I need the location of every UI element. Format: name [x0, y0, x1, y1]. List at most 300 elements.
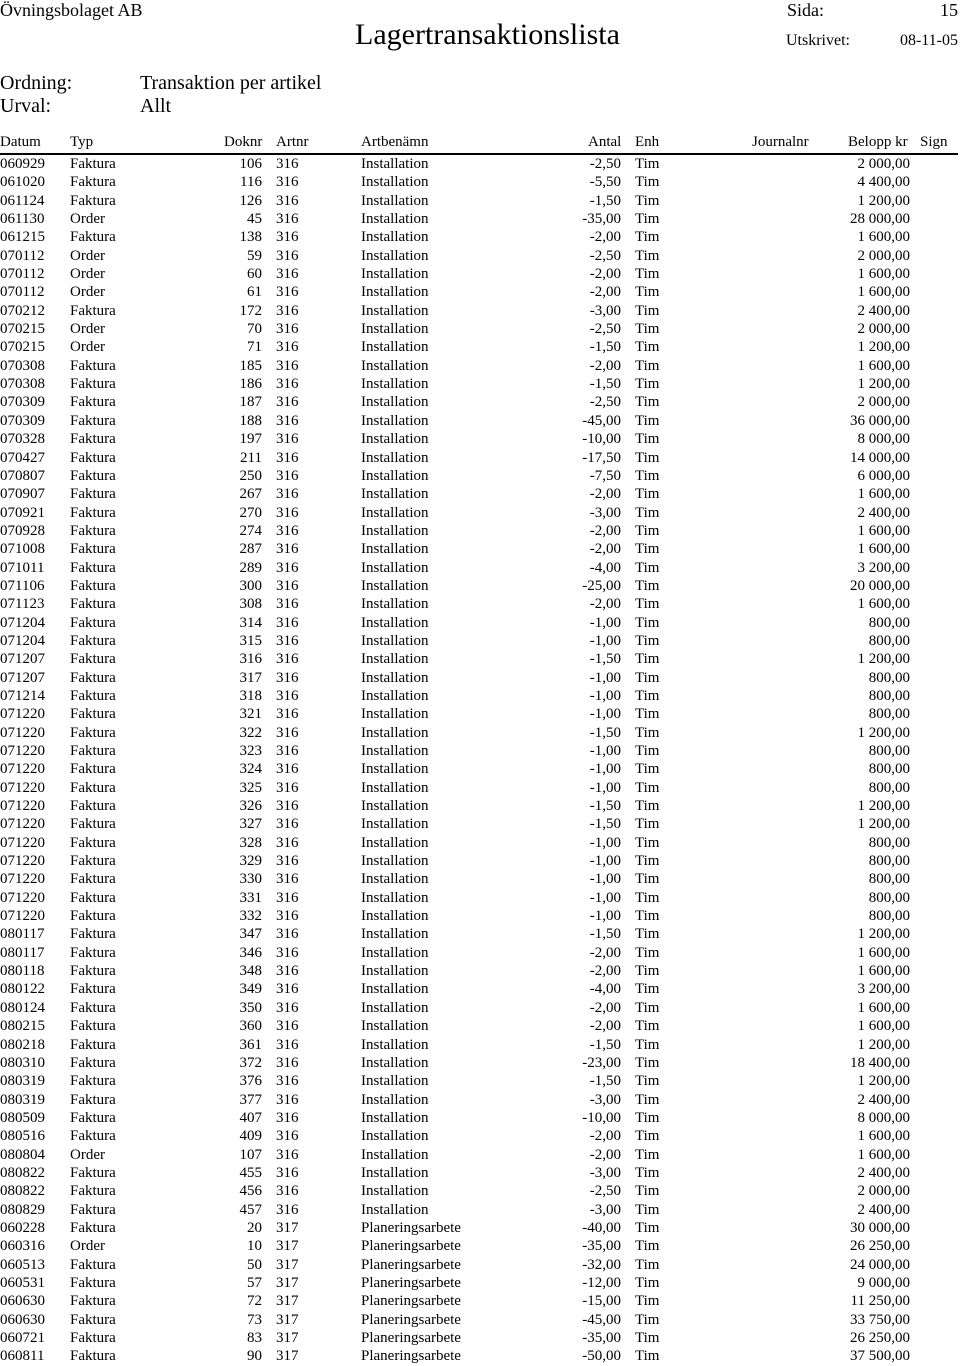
- cell-antal: -2,00: [589, 266, 621, 283]
- cell-enh: Tim: [635, 192, 660, 209]
- table-row: [0, 265, 960, 283]
- cell-datum: 061020: [0, 174, 45, 191]
- cell-artbenamn: Planeringsarbete: [361, 1348, 461, 1365]
- cell-belopp: 6 000,00: [857, 467, 910, 484]
- cell-artbenamn: Installation: [361, 926, 429, 943]
- cell-doknr: 57: [247, 1274, 262, 1291]
- cell-artnr: 316: [276, 504, 299, 521]
- cell-artnr: 316: [276, 522, 299, 539]
- cell-datum: 071214: [0, 687, 45, 704]
- cell-antal: -1,50: [589, 192, 621, 209]
- transaction-table: [0, 155, 960, 1366]
- cell-enh: Tim: [635, 981, 660, 998]
- cell-belopp: 800,00: [868, 743, 910, 759]
- cell-typ: Order: [70, 339, 105, 356]
- cell-artnr: 316: [276, 871, 299, 888]
- cell-artbenamn: Installation: [361, 706, 429, 723]
- cell-belopp: 1 200,00: [857, 798, 910, 815]
- cell-datum: 070215: [0, 339, 45, 356]
- cell-typ: Order: [70, 284, 105, 301]
- cell-datum: 071220: [0, 834, 45, 851]
- cell-datum: 071220: [0, 779, 45, 796]
- cell-doknr: 70: [247, 321, 262, 338]
- cell-artnr: 316: [276, 174, 299, 191]
- cell-belopp: 1 600,00: [857, 229, 910, 246]
- cell-typ: Order: [70, 211, 105, 228]
- cell-typ: Faktura: [70, 908, 116, 925]
- cell-belopp: 800,00: [868, 669, 910, 686]
- cell-datum: 071220: [0, 871, 45, 888]
- cell-doknr: 323: [239, 743, 262, 759]
- cell-datum: 070308: [0, 357, 45, 374]
- cell-enh: Tim: [635, 816, 660, 833]
- cell-artnr: 316: [276, 614, 299, 631]
- header-belopp: Belopp kr: [848, 134, 908, 150]
- cell-antal: -4,00: [589, 981, 621, 998]
- cell-doknr: 348: [239, 963, 262, 980]
- report-title: Lagertransaktionslista: [355, 18, 620, 51]
- cell-enh: Tim: [635, 651, 660, 668]
- table-row: [0, 393, 960, 411]
- cell-artbenamn: Installation: [361, 321, 429, 338]
- cell-antal: -4,00: [589, 559, 621, 576]
- cell-artnr: 316: [276, 1073, 299, 1090]
- cell-artnr: 316: [276, 394, 299, 411]
- cell-artnr: 317: [276, 1293, 299, 1310]
- cell-typ: Faktura: [70, 889, 116, 906]
- cell-antal: -2,00: [589, 963, 621, 980]
- cell-typ: Faktura: [70, 743, 116, 759]
- cell-doknr: 325: [239, 779, 262, 796]
- cell-belopp: 3 200,00: [857, 981, 910, 998]
- cell-typ: Order: [70, 321, 105, 338]
- cell-typ: Faktura: [70, 1348, 116, 1365]
- table-row: [0, 1237, 960, 1255]
- cell-antal: -2,00: [589, 596, 621, 613]
- cell-artbenamn: Installation: [361, 743, 429, 759]
- cell-datum: 071220: [0, 724, 45, 741]
- cell-artnr: 316: [276, 1091, 299, 1108]
- cell-belopp: 1 200,00: [857, 926, 910, 943]
- cell-datum: 071204: [0, 614, 45, 631]
- cell-artnr: 316: [276, 596, 299, 613]
- cell-belopp: 33 750,00: [850, 1311, 910, 1328]
- cell-typ: Faktura: [70, 1073, 116, 1090]
- cell-enh: Tim: [635, 559, 660, 576]
- cell-artnr: 316: [276, 724, 299, 741]
- cell-doknr: 457: [239, 1201, 262, 1218]
- cell-datum: 080218: [0, 1036, 45, 1053]
- cell-enh: Tim: [635, 339, 660, 356]
- cell-doknr: 300: [239, 577, 262, 594]
- cell-enh: Tim: [635, 1146, 660, 1163]
- table-row: [0, 155, 960, 173]
- header-journalnr: Journalnr: [752, 134, 809, 150]
- table-row: [0, 1347, 960, 1365]
- cell-enh: Tim: [635, 1274, 660, 1291]
- cell-artnr: 316: [276, 156, 299, 172]
- cell-datum: 070215: [0, 321, 45, 338]
- cell-antal: -2,00: [589, 284, 621, 301]
- cell-enh: Tim: [635, 229, 660, 246]
- cell-antal: -2,00: [589, 357, 621, 374]
- cell-belopp: 2 000,00: [857, 156, 910, 172]
- cell-typ: Faktura: [70, 1219, 116, 1236]
- cell-artbenamn: Installation: [361, 284, 429, 301]
- cell-artbenamn: Installation: [361, 1091, 429, 1108]
- cell-datum: 080215: [0, 1018, 45, 1035]
- cell-doknr: 211: [240, 449, 262, 466]
- cell-artbenamn: Installation: [361, 871, 429, 888]
- cell-datum: 070112: [0, 284, 45, 301]
- cell-belopp: 800,00: [868, 871, 910, 888]
- cell-antal: -1,00: [589, 853, 621, 870]
- cell-doknr: 185: [239, 357, 262, 374]
- cell-artbenamn: Installation: [361, 247, 429, 264]
- cell-belopp: 1 600,00: [857, 596, 910, 613]
- cell-artnr: 316: [276, 761, 299, 778]
- cell-doknr: 250: [239, 467, 262, 484]
- cell-datum: 080822: [0, 1164, 45, 1181]
- cell-artbenamn: Installation: [361, 632, 429, 649]
- cell-belopp: 14 000,00: [850, 449, 910, 466]
- cell-typ: Faktura: [70, 687, 116, 704]
- cell-typ: Faktura: [70, 1311, 116, 1328]
- ordering-label: Ordning:: [0, 72, 73, 94]
- table-row: [0, 999, 960, 1017]
- cell-artbenamn: Installation: [361, 614, 429, 631]
- table-row: [0, 632, 960, 650]
- cell-belopp: 1 600,00: [857, 284, 910, 301]
- cell-datum: 071220: [0, 706, 45, 723]
- cell-enh: Tim: [635, 522, 660, 539]
- cell-antal: -3,00: [589, 1201, 621, 1218]
- cell-typ: Faktura: [70, 174, 116, 191]
- cell-typ: Faktura: [70, 559, 116, 576]
- cell-enh: Tim: [635, 724, 660, 741]
- cell-antal: -1,50: [589, 926, 621, 943]
- cell-antal: -2,50: [589, 247, 621, 264]
- cell-artnr: 316: [276, 229, 299, 246]
- selection-value: Allt: [140, 95, 172, 117]
- cell-artnr: 316: [276, 669, 299, 686]
- cell-datum: 070308: [0, 376, 45, 393]
- cell-belopp: 20 000,00: [850, 577, 910, 594]
- cell-typ: Faktura: [70, 1330, 116, 1346]
- cell-datum: 080310: [0, 1054, 45, 1071]
- cell-belopp: 30 000,00: [850, 1219, 910, 1236]
- cell-datum: 080829: [0, 1201, 45, 1218]
- cell-antal: -1,50: [589, 339, 621, 356]
- cell-enh: Tim: [635, 156, 660, 172]
- cell-antal: -2,00: [589, 522, 621, 539]
- selection-label: Urval:: [0, 95, 52, 117]
- table-row: [0, 870, 960, 888]
- cell-datum: 071207: [0, 651, 45, 668]
- cell-artbenamn: Planeringsarbete: [361, 1311, 461, 1328]
- cell-artnr: 316: [276, 339, 299, 356]
- cell-datum: 071220: [0, 761, 45, 778]
- cell-enh: Tim: [635, 614, 660, 631]
- cell-artbenamn: Installation: [361, 302, 429, 319]
- cell-belopp: 2 400,00: [857, 302, 910, 319]
- cell-enh: Tim: [635, 1036, 660, 1053]
- cell-artnr: 316: [276, 981, 299, 998]
- cell-artnr: 316: [276, 908, 299, 925]
- cell-belopp: 800,00: [868, 834, 910, 851]
- cell-belopp: 800,00: [868, 632, 910, 649]
- cell-datum: 061215: [0, 229, 45, 246]
- cell-belopp: 24 000,00: [850, 1256, 910, 1273]
- cell-doknr: 72: [247, 1293, 262, 1310]
- cell-doknr: 328: [239, 834, 262, 851]
- cell-enh: Tim: [635, 1201, 660, 1218]
- cell-typ: Faktura: [70, 632, 116, 649]
- cell-antal: -2,00: [589, 999, 621, 1016]
- cell-antal: -1,50: [589, 816, 621, 833]
- cell-typ: Faktura: [70, 376, 116, 393]
- cell-enh: Tim: [635, 1018, 660, 1035]
- cell-belopp: 11 250,00: [850, 1293, 910, 1310]
- cell-artbenamn: Installation: [361, 944, 429, 961]
- cell-artbenamn: Planeringsarbete: [361, 1238, 461, 1255]
- cell-typ: Faktura: [70, 1109, 116, 1126]
- cell-typ: Faktura: [70, 1018, 116, 1035]
- cell-datum: 080117: [0, 944, 45, 961]
- company-name: Övningsbolaget AB: [0, 0, 143, 20]
- table-row: [0, 1072, 960, 1090]
- table-row: [0, 889, 960, 907]
- cell-doknr: 172: [239, 302, 262, 319]
- cell-doknr: 138: [239, 229, 262, 246]
- cell-belopp: 800,00: [868, 614, 910, 631]
- cell-artnr: 316: [276, 247, 299, 264]
- cell-antal: -7,50: [589, 467, 621, 484]
- cell-typ: Faktura: [70, 504, 116, 521]
- cell-belopp: 1 600,00: [857, 1128, 910, 1145]
- cell-antal: -1,00: [589, 706, 621, 723]
- cell-artbenamn: Installation: [361, 541, 429, 558]
- cell-artnr: 316: [276, 431, 299, 448]
- cell-datum: 070907: [0, 486, 45, 503]
- cell-artbenamn: Installation: [361, 724, 429, 741]
- cell-artbenamn: Installation: [361, 376, 429, 393]
- table-row: [0, 338, 960, 356]
- cell-typ: Order: [70, 1238, 105, 1255]
- cell-doknr: 73: [247, 1311, 262, 1328]
- cell-artbenamn: Planeringsarbete: [361, 1330, 461, 1346]
- cell-artnr: 316: [276, 944, 299, 961]
- cell-enh: Tim: [635, 889, 660, 906]
- cell-typ: Faktura: [70, 724, 116, 741]
- cell-enh: Tim: [635, 412, 660, 429]
- cell-artnr: 316: [276, 376, 299, 393]
- table-row: [0, 1054, 960, 1072]
- cell-doknr: 377: [239, 1091, 262, 1108]
- cell-doknr: 331: [239, 889, 262, 906]
- cell-belopp: 2 400,00: [857, 1164, 910, 1181]
- cell-enh: Tim: [635, 577, 660, 594]
- cell-antal: -1,50: [589, 1036, 621, 1053]
- cell-antal: -1,00: [589, 687, 621, 704]
- cell-typ: Order: [70, 266, 105, 283]
- cell-antal: -1,00: [589, 669, 621, 686]
- cell-belopp: 2 000,00: [857, 1183, 910, 1200]
- cell-artnr: 316: [276, 926, 299, 943]
- cell-belopp: 37 500,00: [850, 1348, 910, 1365]
- cell-typ: Faktura: [70, 1036, 116, 1053]
- cell-doknr: 456: [239, 1183, 262, 1200]
- printed-label: Utskrivet:: [786, 32, 850, 49]
- cell-doknr: 318: [239, 687, 262, 704]
- table-row: [0, 210, 960, 228]
- cell-datum: 071220: [0, 816, 45, 833]
- cell-enh: Tim: [635, 1109, 660, 1126]
- cell-datum: 060513: [0, 1256, 45, 1273]
- cell-typ: Faktura: [70, 192, 116, 209]
- cell-enh: Tim: [635, 504, 660, 521]
- cell-typ: Faktura: [70, 541, 116, 558]
- table-row: [0, 522, 960, 540]
- table-row: [0, 760, 960, 778]
- cell-belopp: 36 000,00: [850, 412, 910, 429]
- table-row: [0, 797, 960, 815]
- table-row: [0, 614, 960, 632]
- cell-artbenamn: Installation: [361, 908, 429, 925]
- cell-datum: 070212: [0, 302, 45, 319]
- cell-antal: -2,00: [589, 944, 621, 961]
- table-row: [0, 412, 960, 430]
- table-row: [0, 1036, 960, 1054]
- cell-artbenamn: Planeringsarbete: [361, 1293, 461, 1310]
- cell-enh: Tim: [635, 394, 660, 411]
- cell-artnr: 316: [276, 999, 299, 1016]
- table-row: [0, 1109, 960, 1127]
- cell-antal: -1,00: [589, 779, 621, 796]
- cell-typ: Faktura: [70, 926, 116, 943]
- cell-artbenamn: Installation: [361, 467, 429, 484]
- cell-enh: Tim: [635, 963, 660, 980]
- table-row: [0, 357, 960, 375]
- cell-artnr: 316: [276, 963, 299, 980]
- cell-doknr: 270: [239, 504, 262, 521]
- cell-typ: Faktura: [70, 1164, 116, 1181]
- cell-typ: Faktura: [70, 871, 116, 888]
- cell-doknr: 186: [239, 376, 262, 393]
- cell-datum: 060630: [0, 1293, 45, 1310]
- cell-enh: Tim: [635, 834, 660, 851]
- cell-doknr: 60: [247, 266, 262, 283]
- cell-typ: Faktura: [70, 1183, 116, 1200]
- cell-doknr: 316: [239, 651, 262, 668]
- cell-artbenamn: Installation: [361, 156, 429, 172]
- cell-doknr: 45: [247, 211, 262, 228]
- cell-antal: -3,00: [589, 1091, 621, 1108]
- cell-datum: 080822: [0, 1183, 45, 1200]
- table-row: [0, 1311, 960, 1329]
- cell-artnr: 316: [276, 467, 299, 484]
- cell-antal: -35,00: [582, 1238, 621, 1255]
- cell-antal: -10,00: [582, 1109, 621, 1126]
- column-headers: [0, 134, 960, 154]
- cell-artnr: 316: [276, 1128, 299, 1145]
- cell-artnr: 316: [276, 211, 299, 228]
- cell-belopp: 800,00: [868, 889, 910, 906]
- cell-enh: Tim: [635, 761, 660, 778]
- table-row: [0, 1164, 960, 1182]
- cell-typ: Faktura: [70, 761, 116, 778]
- table-row: [0, 815, 960, 833]
- cell-artnr: 316: [276, 1164, 299, 1181]
- page-number: 15: [940, 0, 958, 20]
- cell-enh: Tim: [635, 1256, 660, 1273]
- cell-typ: Faktura: [70, 999, 116, 1016]
- cell-belopp: 2 000,00: [857, 247, 910, 264]
- cell-typ: Faktura: [70, 669, 116, 686]
- cell-doknr: 332: [239, 908, 262, 925]
- cell-artnr: 316: [276, 1054, 299, 1071]
- cell-doknr: 349: [239, 981, 262, 998]
- cell-enh: Tim: [635, 1128, 660, 1145]
- cell-artbenamn: Installation: [361, 1164, 429, 1181]
- cell-typ: Faktura: [70, 1293, 116, 1310]
- cell-datum: 071204: [0, 632, 45, 649]
- cell-artnr: 317: [276, 1274, 299, 1291]
- cell-artbenamn: Installation: [361, 174, 429, 191]
- cell-artnr: 316: [276, 743, 299, 759]
- cell-artbenamn: Installation: [361, 1036, 429, 1053]
- cell-typ: Faktura: [70, 706, 116, 723]
- cell-doknr: 83: [247, 1330, 262, 1346]
- cell-datum: 080122: [0, 981, 45, 998]
- cell-enh: Tim: [635, 211, 660, 228]
- cell-enh: Tim: [635, 357, 660, 374]
- cell-datum: 080117: [0, 926, 45, 943]
- cell-antal: -1,00: [589, 761, 621, 778]
- cell-antal: -2,00: [589, 1146, 621, 1163]
- cell-antal: -23,00: [582, 1054, 621, 1071]
- cell-artbenamn: Installation: [361, 559, 429, 576]
- cell-antal: -45,00: [582, 412, 621, 429]
- cell-artnr: 316: [276, 192, 299, 209]
- cell-belopp: 1 600,00: [857, 486, 910, 503]
- cell-antal: -45,00: [582, 1311, 621, 1328]
- cell-artbenamn: Installation: [361, 834, 429, 851]
- cell-artbenamn: Installation: [361, 394, 429, 411]
- cell-artbenamn: Planeringsarbete: [361, 1274, 461, 1291]
- table-row: [0, 834, 960, 852]
- cell-enh: Tim: [635, 926, 660, 943]
- header-datum: Datum: [0, 134, 41, 150]
- cell-enh: Tim: [635, 1311, 660, 1328]
- cell-antal: -1,00: [589, 834, 621, 851]
- cell-artnr: 316: [276, 687, 299, 704]
- cell-enh: Tim: [635, 871, 660, 888]
- cell-enh: Tim: [635, 449, 660, 466]
- cell-antal: -2,00: [589, 1128, 621, 1145]
- cell-antal: -1,00: [589, 743, 621, 759]
- cell-antal: -3,00: [589, 302, 621, 319]
- cell-doknr: 361: [239, 1036, 262, 1053]
- cell-doknr: 59: [247, 247, 262, 264]
- header-artbenamn: Artbenämn: [361, 134, 429, 150]
- cell-antal: -1,50: [589, 798, 621, 815]
- cell-artbenamn: Installation: [361, 192, 429, 209]
- cell-antal: -1,00: [589, 908, 621, 925]
- table-row: [0, 1201, 960, 1219]
- cell-artbenamn: Installation: [361, 1146, 429, 1163]
- table-row: [0, 430, 960, 448]
